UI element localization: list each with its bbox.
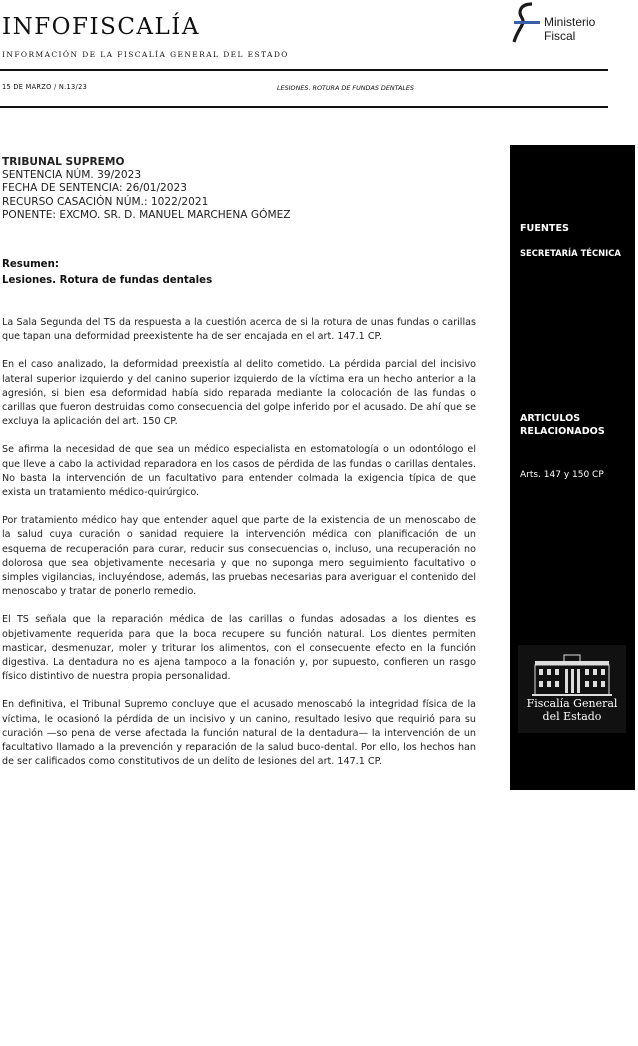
building-icon (518, 649, 626, 699)
paragraph: Por tratamiento médico hay que entender aquel que parte de la existencia de un menoscabo de la salud cuya curación o sanidad requiere la intervención médica con planificación de un esquema de recuperación para curar, reducir sus consecuencias o, incluso, una recuperación no dolorosa que sea objetivamente necesaria y que no suponga mero seguimiento facultativo o simples vigilancias, incluyéndose, además, las pruebas necesarias para averiguar el contenido del menoscabo y tratar de ponerlo remedio. (2, 515, 477, 598)
paragraph: El TS señala que la reparación médica de las carillas o fundas adosadas a los dientes es objetivamente requerida para que la boca recupere su función natural. Los dientes permiten masticar, desmenuzar, moler y triturar los alimentos, con el consecuente efecto en la función digestiva. La dentadura no es ajena tampoco a la fonación y, por supuesto, confieren un rasgo físico distintivo de nuestra propia personalidad. (2, 614, 476, 683)
sources-value: SECRETARÍA TÉCNICA (520, 248, 621, 258)
paragraph: En definitiva, el Tribunal Supremo concluye que el acusado menoscabó la integridad física de la víctima, le ocasionó la pérdida de un incisivo y un canino, resultado lesivo que requirió para su curación —so pena de verse afectada la función natural de la dentadura— la intervención de un facultativo llamado a la prevención y reparación de la salud buco-dental. Por ello, los hechos han de ser calificados como constitutivos de un delito de lesiones del art. 147.1 CP. (2, 699, 476, 768)
sidebar (510, 145, 635, 790)
emblem-caption-line2: del Estado (542, 710, 602, 723)
ministerio-fiscal-logo (510, 2, 620, 44)
related-heading-line2: RELACIONADOS (520, 426, 605, 437)
paragraph: La Sala Segunda del TS da respuesta a la cuestión acerca de si la rotura de unas fundas o carillas que tapan una deformidad preexistente ha de ser encajada en el art. 147.1 CP. (2, 317, 476, 343)
sentence-date: FECHA DE SENTENCIA: 26/01/2023 (2, 182, 187, 195)
paragraph: Se afirma la necesidad de que sea un médico especialista en estomatología o un odontólogo el que lleve a cabo la actividad reparadora en los casos de pérdida de las fundas o carillas dentales. No basta la intervención de un facultativo para entender colmada la exigencia típica de que exista un tratamiento médico-quirúrgico. (2, 444, 476, 499)
summary-label: Resumen: (2, 259, 59, 270)
related-heading-line1: ARTICULOS (520, 413, 581, 424)
issue-date: 15 DE MARZO / N.13/23 (2, 83, 88, 91)
appeal-number: RECURSO CASACIÓN NÚM.: 1022/2021 (2, 195, 209, 208)
brand-title: INFOFISCALÍA (2, 14, 201, 40)
related-articles: Arts. 147 y 150 CP (520, 470, 604, 480)
logo-text-line2: Fiscal (544, 29, 576, 43)
court-name: TRIBUNAL SUPREMO (2, 156, 125, 168)
emblem-caption-line1: Fiscalía General (526, 697, 618, 710)
logo-text-line1: Ministerio (544, 15, 596, 29)
fiscalia-general-emblem (518, 645, 626, 733)
sentence-number: SENTENCIA NÚM. 39/2023 (2, 169, 142, 182)
header-rule-top (0, 69, 608, 71)
header-rule-bottom (0, 106, 608, 108)
paragraph: En el caso analizado, la deformidad preexistía al delito cometido. La pérdida parcial del incisivo lateral superior izquierdo y del canino superior izquierdo de la víctima era un hecho anterior a la agresión, si bien esa deformidad había sido reparada mediante la colocación de las fundas o carillas que fueron destruidas como consecuencia del golpe inferido por el acusado. De ahí que se excluya la aplicación del art. 150 CP. (2, 359, 476, 428)
sources-heading: FUENTES (520, 223, 569, 234)
brand-subtitle: INFORMACIÓN DE LA FISCALÍA GENERAL DEL ESTADO (2, 50, 289, 59)
issue-topic: LESIONES. ROTURA DE FUNDAS DENTALES (277, 84, 414, 92)
article-body (2, 316, 476, 783)
rapporteur: PONENTE: EXCMO. SR. D. MANUEL MARCHENA GÓMEZ (2, 208, 291, 221)
related-heading (520, 412, 605, 438)
summary-title: Lesiones. Rotura de fundas dentales (2, 275, 213, 286)
case-info (2, 156, 291, 222)
ministerio-fiscal-mark-icon (510, 2, 542, 44)
